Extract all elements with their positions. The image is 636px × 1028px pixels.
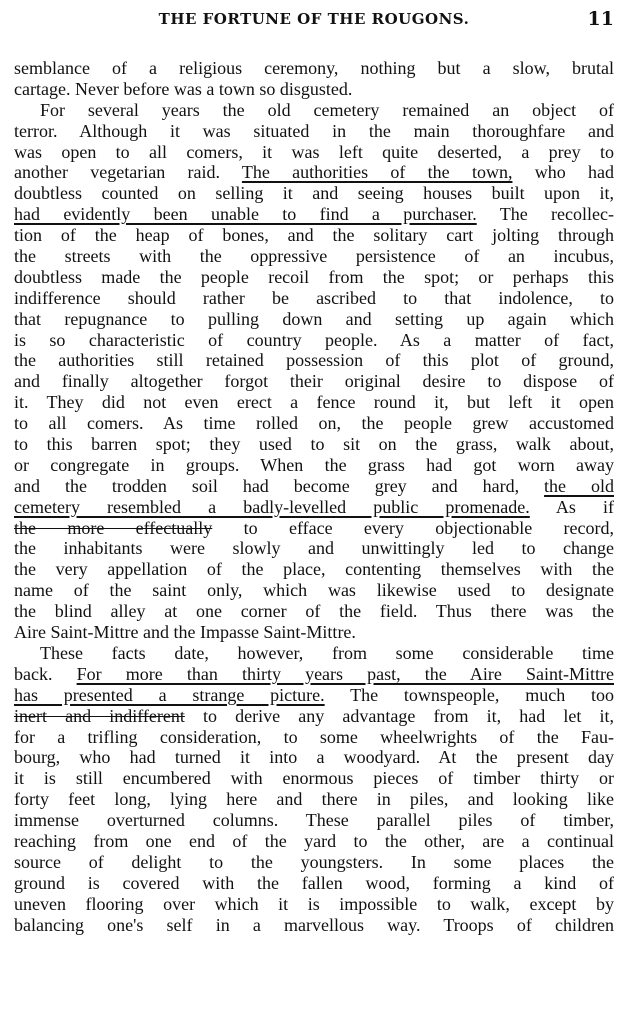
text-line: had evidently been unable to find a purchaser. The recollec- <box>14 204 614 225</box>
text-line: the streets with the oppressive persistence of an incubus, <box>14 246 614 267</box>
text-line: cartage. Never before was a town so disgusted. <box>14 78 353 99</box>
text-line: and finally altogether forgot their original desire to dispose of <box>14 371 614 392</box>
text-line: that repugnance to pulling down and setting up again which <box>14 308 614 329</box>
underlined-phrase: the old <box>544 475 614 496</box>
text-line: immense overturned columns. These parallel piles of timber, <box>14 810 614 831</box>
text-line: it is still encumbered with enormous pieces of timber thirty or <box>14 768 614 789</box>
underlined-phrase: had evidently been unable to find a purchaser. <box>14 204 477 225</box>
text-line: reaching from one end of the yard to the other, are a continual <box>14 830 614 851</box>
underlined-phrase: The authorities of the town, <box>241 162 513 183</box>
text-line: name of the saint only, which was likewise used to designate <box>14 580 614 601</box>
text-line: Aire Saint-Mittre and the Impasse Saint-Mittre. <box>14 622 356 643</box>
text-line: the more effectually to efface every objectionable record, <box>14 517 614 538</box>
text-line: to this barren spot; they used to sit on the grass, walk about, <box>14 434 614 455</box>
underlined-phrase: has presented a strange picture. <box>14 684 325 705</box>
text-line: or congregate in groups. When the grass had got worn away <box>14 454 614 475</box>
text-line: the blind alley at one corner of the field. Thus there was the <box>14 601 614 622</box>
underlined-phrase: cemetery resembled a badly-levelled public promenade. <box>14 496 530 517</box>
text-line: another vegetarian raid. The authorities of the town, who had <box>14 162 614 183</box>
text-line: source of delight to the youngsters. In some places the <box>14 851 614 872</box>
underlined-phrase: For more than thirty years past, the Aire Saint-Mittre <box>76 663 614 684</box>
paragraph-start-line: These facts date, however, from some considerable time <box>40 642 614 663</box>
text-line: to all comers. As time rolled on, the people grew accustomed <box>14 413 614 434</box>
text-line: ground is covered with the fallen wood, forming a kind of <box>14 872 614 893</box>
text-line: and the trodden soil had become grey and hard, the old <box>14 475 614 496</box>
text-line: the very appellation of the place, contenting themselves with the <box>14 559 614 580</box>
running-title: THE FORTUNE OF THE ROUGONS. <box>158 10 470 28</box>
text-line: has presented a strange picture. The townspeople, much too <box>14 684 614 705</box>
text-line: tion of the heap of bones, and the solitary cart jolting through <box>14 225 614 246</box>
text-line: is so characteristic of country people. As a matter of fact, <box>14 329 614 350</box>
paragraph-start-line: For several years the old cemetery remained an object of <box>40 99 614 120</box>
text-line: forty feet long, lying here and there in piles, and looking like <box>14 789 614 810</box>
struck-phrase: the more effectually <box>14 517 213 538</box>
text-line: was open to all comers, it was left quite deserted, a prey to <box>14 141 614 162</box>
text-line: inert and indifferent to derive any advantage from it, had let it, <box>14 705 614 726</box>
text-line: bourg, who had turned it into a woodyard. At the present day <box>14 747 614 768</box>
text-line: the inhabitants were slowly and unwittingly led to change <box>14 538 614 559</box>
text-line: back. For more than thirty years past, the Aire Saint-Mittre <box>14 663 614 684</box>
text-line: uneven flooring over which it is impossible to walk, except by <box>14 893 614 914</box>
text-line: it. They did not even erect a fence round it, but left it open <box>14 392 614 413</box>
text-line: semblance of a religious ceremony, nothing but a slow, brutal <box>14 58 614 78</box>
body-text <box>14 58 614 935</box>
text-line: terror. Although it was situated in the main thoroughfare and <box>14 120 614 141</box>
text-line: balancing one's self in a marvellous way. Troops of children <box>14 914 614 935</box>
text-line: the authorities still retained possession of this plot of ground, <box>14 350 614 371</box>
page-header <box>14 6 614 36</box>
struck-phrase: inert and indifferent <box>14 705 185 726</box>
page-number: 11 <box>587 8 614 30</box>
text-line: indifference should rather be ascribed to that indolence, to <box>14 287 614 308</box>
text-line: doubtless made the people recoil from the spot; or perhaps this <box>14 266 614 287</box>
text-line: doubtless counted on selling it and seeing houses built upon it, <box>14 183 614 204</box>
text-line: cemetery resembled a badly-levelled public promenade. As if <box>14 496 614 517</box>
text-line: for a trifling consideration, to some wheelwrights of the Fau- <box>14 726 614 747</box>
